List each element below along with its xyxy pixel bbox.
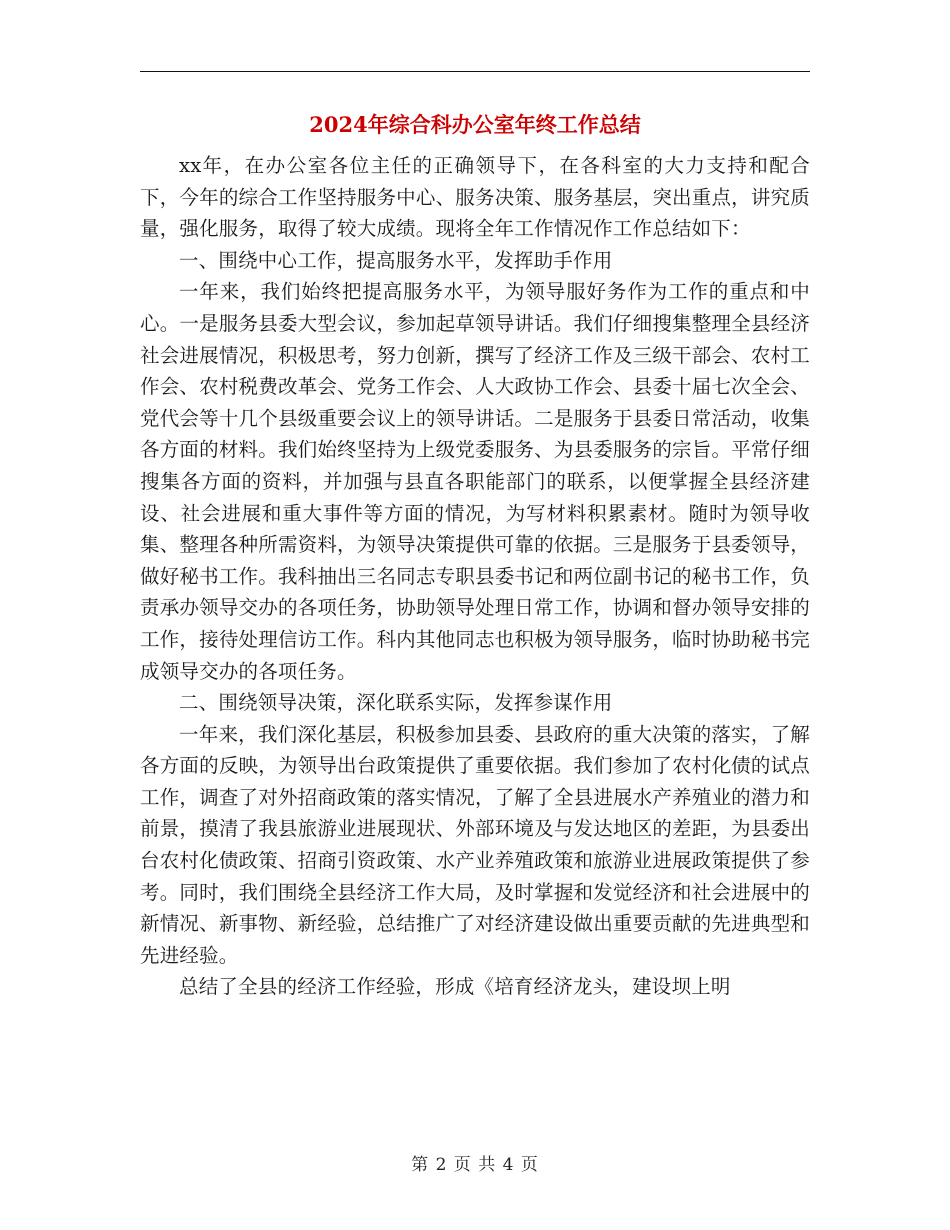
document-body [140, 150, 810, 1003]
paragraph-section-1: 一年来，我们始终把提高服务水平，为领导服好务作为工作的重点和中心。一是服务县委大型会议，参加起草领导讲话。我们仔细搜集整理全县经济社会进展情况，积极思考，努力创新，撰写了经济工作及三级干部会、农村工作会、农村税费改革会、党务工作会、人大政协工作会、县委十届七次全会、党代会等十几个县级重要会议上的领导讲话。二是服务于县委日常活动，收集各方面的材料。我们始终坚持为上级党委服务、为县委服务的宗旨。平常仔细搜集各方面的资料，并加强与县直各职能部门的联系，以便掌握全县经济建设、社会进展和重大事件等方面的情况，为写材料积累素材。随时为领导收集、整理各种所需资料，为领导决策提供可靠的依据。三是服务于县委领导，做好秘书工作。我科抽出三名同志专职县委书记和两位副书记的秘书工作，负责承办领导交办的各项任务，协助领导处理日常工作，协调和督办领导安排的工作，接待处理信访工作。科内其他同志也积极为领导服务，临时协助秘书完成领导交办的各项任务。 [140, 280, 810, 683]
section-heading-1: 一、围绕中心工作，提高服务水平，发挥助手作用 [179, 248, 613, 272]
document-title: 2024年综合科办公室年终工作总结 [309, 112, 641, 137]
paragraph-intro: xx年，在办公室各位主任的正确领导下，在各科室的大力支持和配合下，今年的综合工作坚持服务中心、服务决策、服务基层，突出重点，讲究质量，强化服务，取得了较大成绩。现将全年工作情况作工作总结如下： [140, 154, 810, 241]
page-number-footer: 第 2 页 共 4 页 [411, 1155, 539, 1175]
header-rule [140, 71, 810, 72]
paragraph-section-2: 一年来，我们深化基层，积极参加县委、县政府的重大决策的落实，了解各方面的反映，为领导出台政策提供了重要依据。我们参加了农村化债的试点工作，调查了对外招商政策的落实情况，了解了全县进展水产养殖业的潜力和前景，摸清了我县旅游业进展现状、外部环境及与发达地区的差距，为县委出台农村化债政策、招商引资政策、水产业养殖政策和旅游业进展政策提供了参考。同时，我们围绕全县经济工作大局，及时掌握和发觉经济和社会进展中的新情况、新事物、新经验，总结推广了对经济建设做出重要贡献的先进典型和先进经验。 [140, 722, 810, 967]
section-heading-2: 二、围绕领导决策，深化联系实际，发挥参谋作用 [179, 691, 613, 715]
paragraph-continued: 总结了全县的经济工作经验，形成《培育经济龙头，建设坝上明 [179, 975, 731, 999]
